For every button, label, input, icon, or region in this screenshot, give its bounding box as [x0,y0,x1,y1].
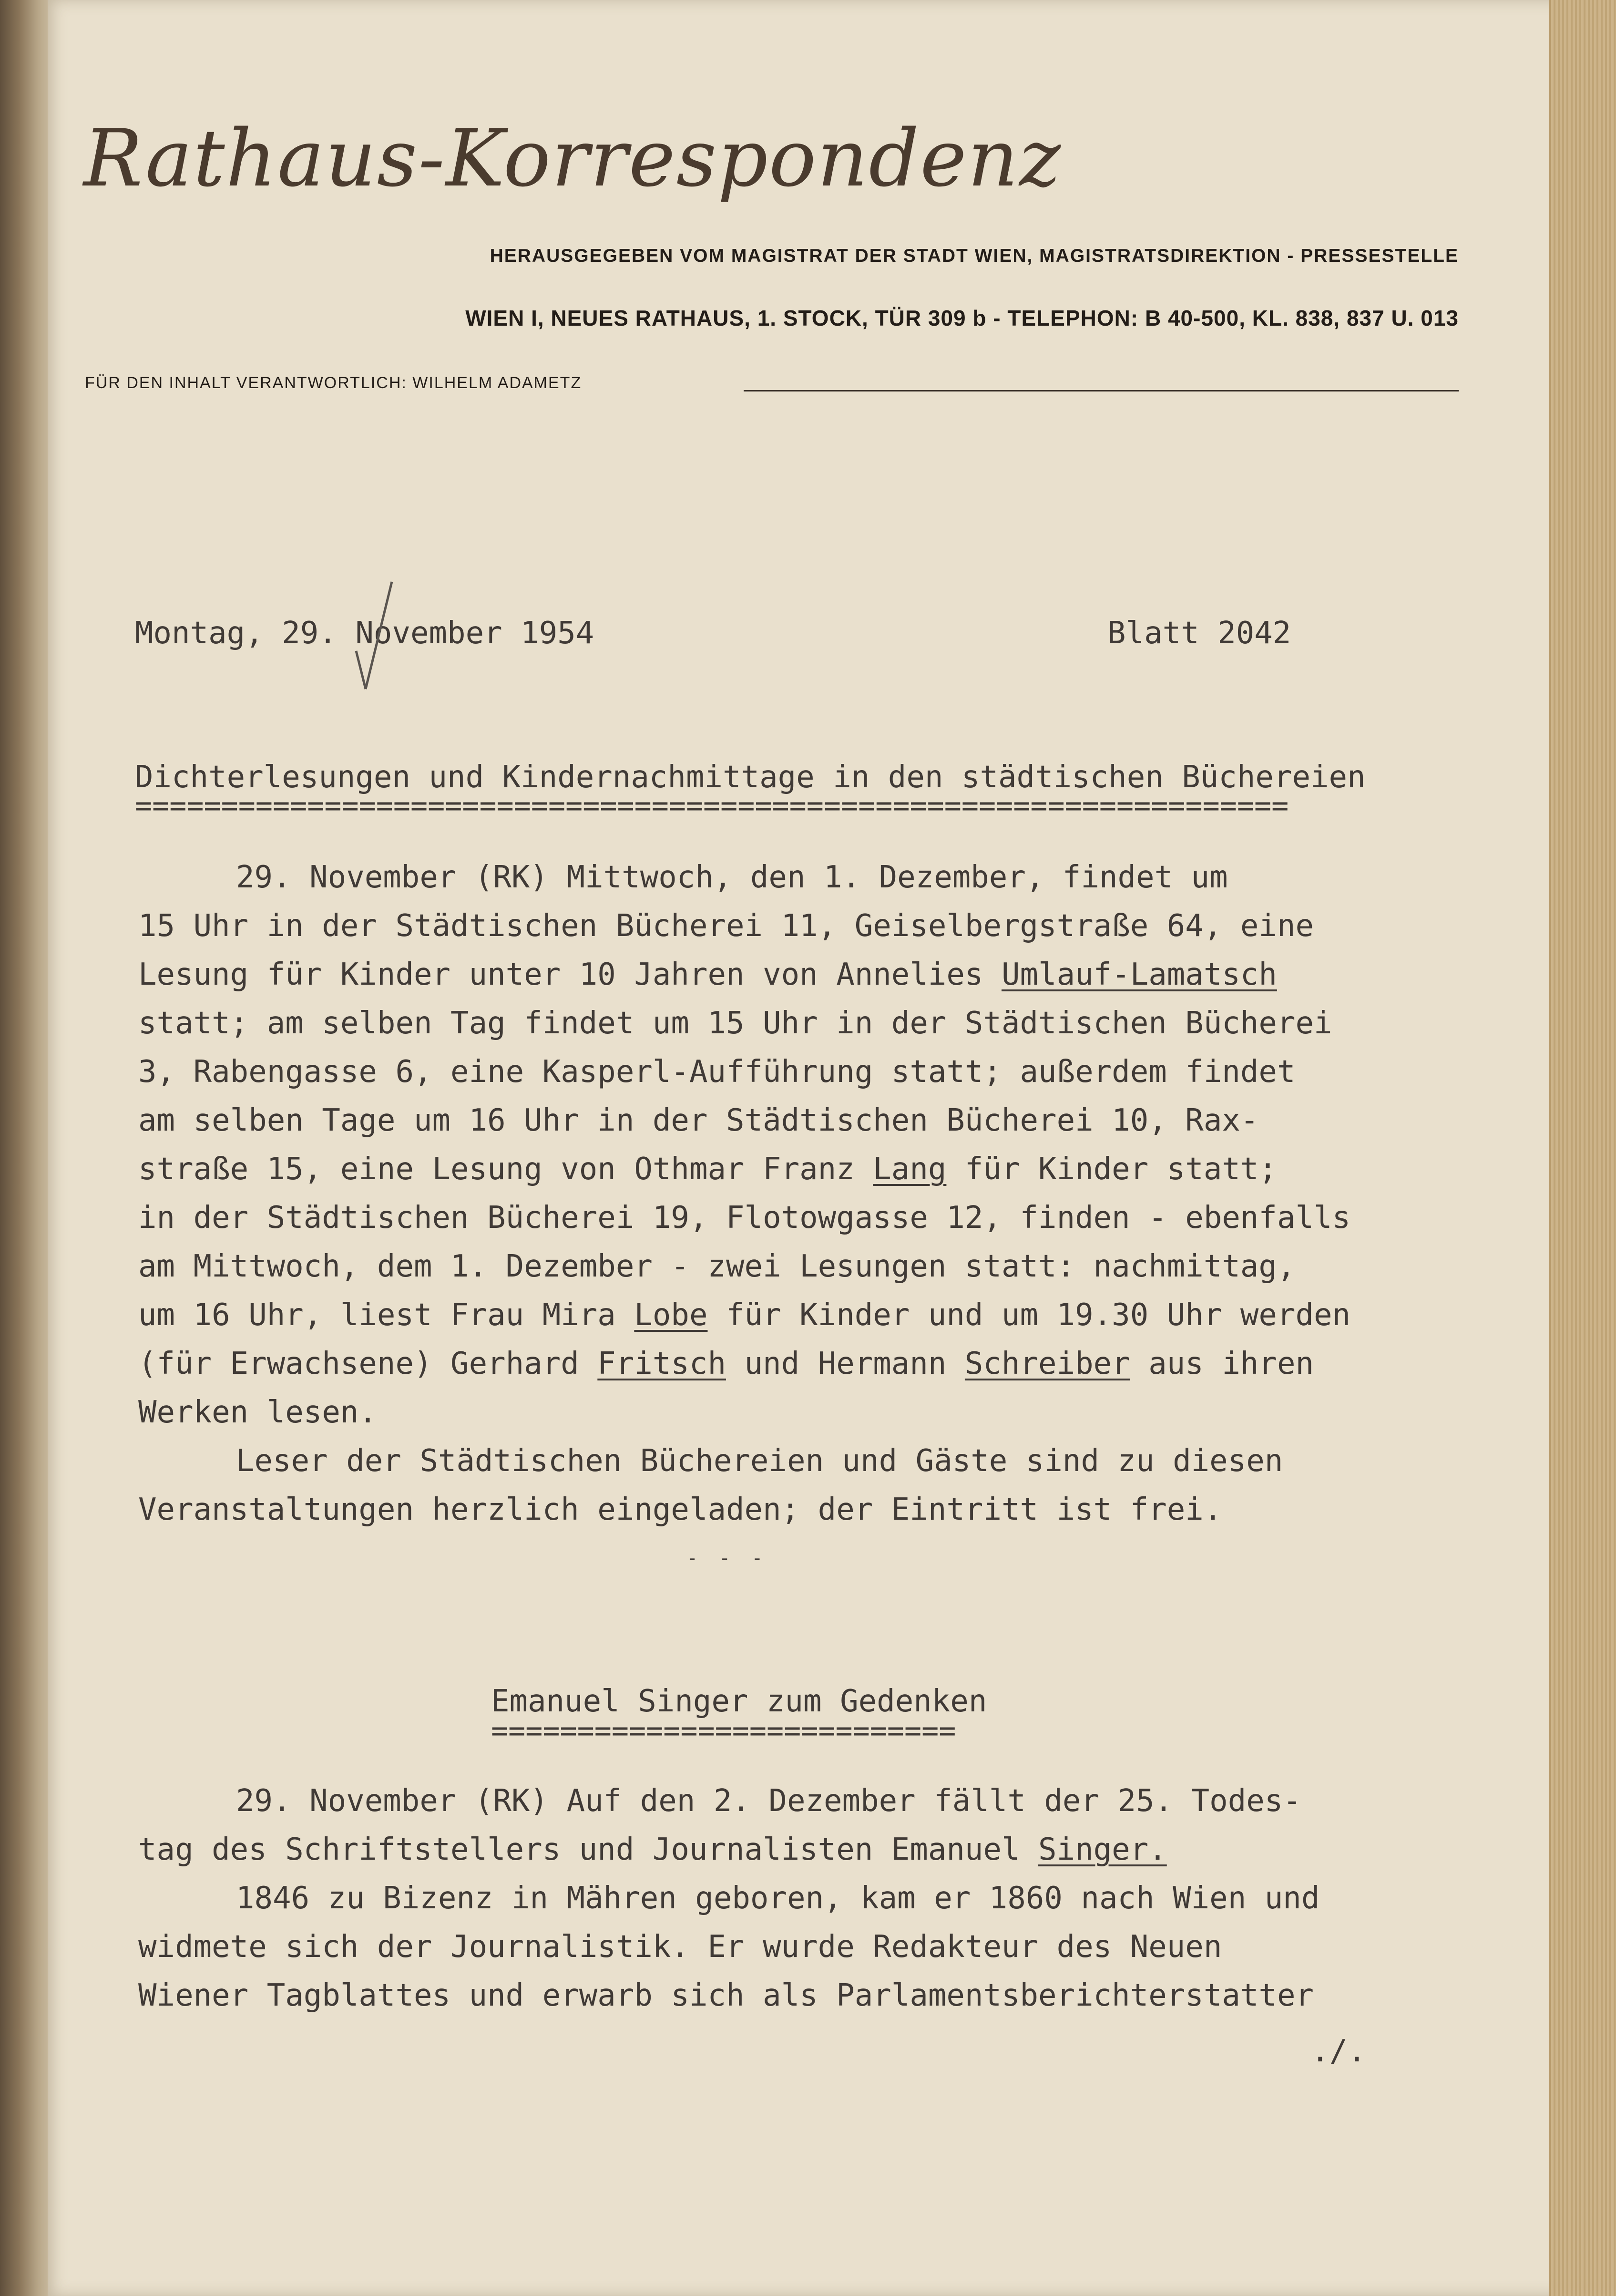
article2-line: Wiener Tagblattes und erwarb sich als Parlamentsberichterstatter [138,1978,1314,2013]
publisher-line: HERAUSGEGEBEN VOM MAGISTRAT DER STADT WIEN, MAGISTRATSDIREKTION - PRESSESTELLE [490,246,1459,266]
article1-line: Werken lesen. [138,1395,377,1430]
page-edges [1549,0,1616,2296]
article1-title: Dichterlesungen und Kindernachmittage in den städtischen Büchereien [135,760,1366,795]
article2-line: 29. November (RK) Auf den 2. Dezember fällt der 25. Todes- [236,1783,1301,1819]
article2-line: tag des Schriftstellers und Journalisten Emanuel Singer. [138,1832,1167,1867]
name-fritsch: Fritsch [597,1346,726,1381]
article1-line: straße 15, eine Lesung von Othmar Franz Lang für Kinder statt; [138,1152,1277,1187]
article1-line: (für Erwachsene) Gerhard Fritsch und Hermann Schreiber aus ihren [138,1346,1314,1381]
date: Montag, 29. November 1954 [135,616,594,651]
name-schreiber: Schreiber [964,1346,1130,1381]
article1-line: Lesung für Kinder unter 10 Jahren von Annelies Umlauf-Lamatsch [138,957,1277,992]
responsible-line: FÜR DEN INHALT VERANTWORTLICH: WILHELM ADAMETZ [85,374,582,392]
article1-line: am Mittwoch, dem 1. Dezember - zwei Lesungen statt: nachmittag, [138,1249,1296,1284]
article2-line: 1846 zu Bizenz in Mähren geboren, kam er 1860 nach Wien und [236,1881,1320,1916]
article1-line: 29. November (RK) Mittwoch, den 1. Dezember, findet um [236,860,1228,895]
pencil-slash-mark [320,579,463,699]
article2-title: Emanuel Singer zum Gedenken [491,1684,987,1719]
article1-line: Leser der Städtischen Büchereien und Gäste sind zu diesen [236,1443,1283,1479]
article2-title-underline: =========================== [491,1717,956,1745]
article1-line: um 16 Uhr, liest Frau Mira Lobe für Kinder und um 19.30 Uhr werden [138,1297,1351,1333]
article1-line: Veranstaltungen herzlich eingeladen; der Eintritt ist frei. [138,1492,1222,1527]
article1-line: 15 Uhr in der Städtischen Bücherei 11, Geiselbergstraße 64, eine [138,908,1314,944]
article1-line: am selben Tage um 16 Uhr in der Städtischen Bücherei 10, Rax- [138,1103,1259,1138]
article1-line: 3, Rabengasse 6, eine Kasperl-Aufführung statt; außerdem findet [138,1054,1296,1090]
address-line: WIEN I, NEUES RATHAUS, 1. STOCK, TÜR 309 b - TELEPHON: B 40-500, KL. 838, 837 U. 013 [465,306,1459,330]
article1-line: statt; am selben Tag findet um 15 Uhr in der Städtischen Bücherei [138,1006,1332,1041]
name-umlauf-lamatsch: Umlauf-Lamatsch [1001,957,1277,992]
header-rule [744,390,1459,391]
masthead-title: Rathaus-Korrespondenz [83,113,1062,204]
article1-line: in der Städtischen Bücherei 19, Flotowgasse 12, finden - ebenfalls [138,1200,1351,1236]
book-binding [0,0,55,2296]
name-singer: Singer. [1038,1832,1167,1867]
article-separator: - - - [686,1547,768,1569]
name-lobe: Lobe [634,1297,708,1333]
article1-title-underline: =================================================================== [135,792,1289,820]
article2-line: widmete sich der Journalistik. Er wurde Redakteur des Neuen [138,1929,1222,1965]
sheet-number: Blatt 2042 [1107,616,1291,651]
name-lang: Lang [873,1152,947,1187]
continuation-mark: ./. [1311,2034,1366,2069]
